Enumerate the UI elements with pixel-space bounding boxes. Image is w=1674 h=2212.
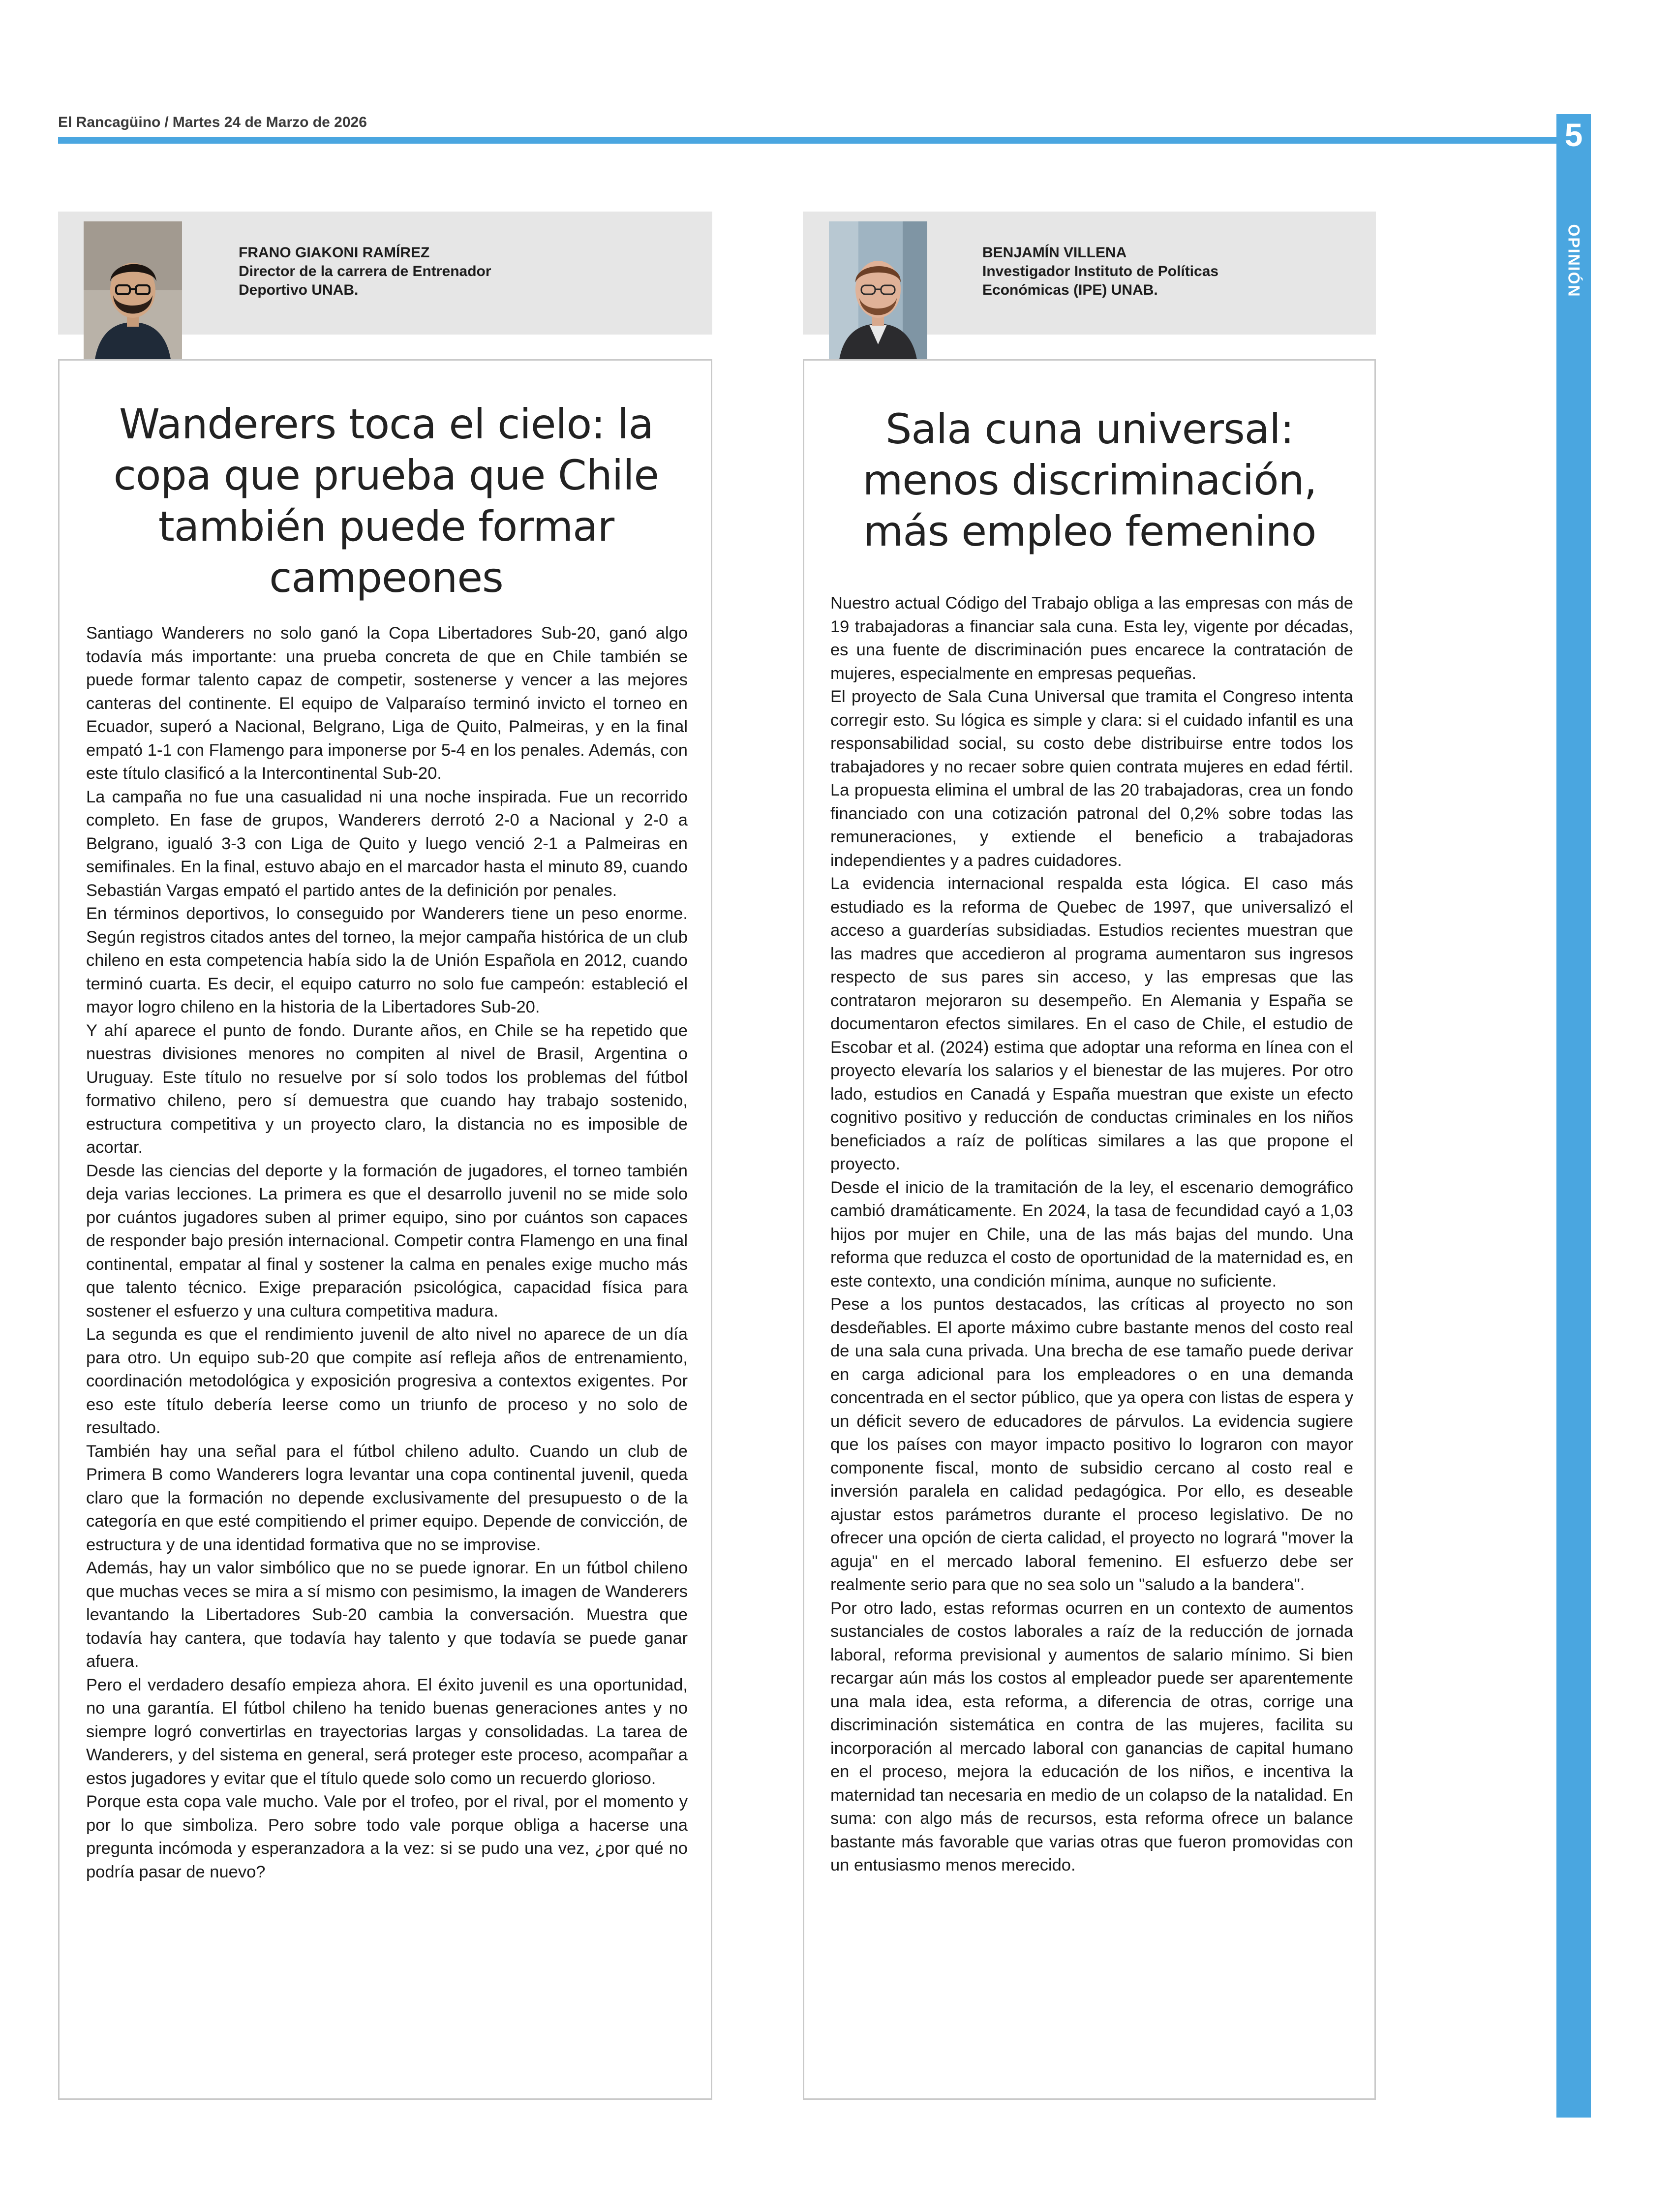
page-number: 5 xyxy=(1564,117,1583,153)
left-paragraph: También hay una señal para el fútbol chileno adulto. Cuando un club de Primera B como Wanderers logra levantar una copa continental juvenil, queda claro que la formación no depende exclusivamente del presupuesto o de la categoría en que esté compitiendo el primer equipo. Depende de convicción, de estructura y de una identidad formativa que no se improvise. xyxy=(86,1442,688,1554)
left-headline: Wanderers toca el cielo: la copa que prueba que Chile también puede formar campeones xyxy=(113,400,659,602)
left-paragraph: Porque esta copa vale mucho. Vale por el trofeo, por el rival, por el momento y por lo que simboliza. Pero sobre todo vale porque obliga a hacerse una pregunta incómoda y esperanzadora a la vez: si se pudo una vez, ¿por qué no podría pasar de nuevo? xyxy=(86,1792,688,1881)
left-author-info xyxy=(239,244,514,300)
left-paragraph: En términos deportivos, lo conseguido por Wanderers tiene un peso enorme. Según registros citados antes del torneo, la mejor campaña histórica de un club chileno en esta competencia había sido la de Unión Española en 2012, cuando terminó cuarta. Es decir, el equipo caturro no solo fue campeón: estableció el mayor logro chileno en la historia de la Libertadores Sub-20. xyxy=(86,904,688,1016)
right-portrait-image xyxy=(829,221,927,378)
masthead-separator: / xyxy=(164,114,169,130)
right-paragraph: Pese a los puntos destacados, las críticas al proyecto no son desdeñables. El aporte máximo cubre bastante menos del costo real de una sala cuna privada. Una brecha de ese tamaño puede derivar en carga adicional para los empleadores o en una demanda concentrada en el sector público, que ya opera con listas de espera y un déficit severo de educadores de párvulos. La evidencia sugiere que los países con mayor impacto positivo lo lograron con mayor componente fiscal, monto de subsidio cercano al costo real e inversión paralela en calidad pedagógica. Por ello, es deseable ajustar estos parámetros durante el proceso legislativo. De no ofrecer una opción de cierta calidad, el proyecto no logrará "mover la aguja" en el mercado laboral femenino. El esfuerzo debe ser realmente serio para que no sea solo un "saludo a la bandera". xyxy=(830,1295,1353,1594)
left-author-name: FRANO GIAKONI RAMÍREZ xyxy=(239,245,430,261)
right-paragraph: Por otro lado, estas reformas ocurren en un contexto de aumentos sustanciales de costos laborales a raíz de la reducción de jornada laboral, reforma previsional y aumentos de salario mínimo. Si bien recargar aún más los costos al empleador puede ser aparentemente una mala idea, esta reforma, a diferencia de otras, corrige una discriminación sistemática en contra de las mujeres, facilita su incorporación al mercado laboral con ganancias de capital humano en el proceso, mejora la educación de los niños, e incentiva la maternidad tan necesaria en medio de un colapso de la natalidad. En suma: con algo más de recursos, esta reforma ofrece un balance bastante más favorable que varias otras que fueron promovidas con un entusiasmo menos merecido. xyxy=(830,1598,1353,1874)
left-paragraph: La segunda es que el rendimiento juvenil de alto nivel no aparece de un día para otro. Un equipo sub-20 que compite así refleja años de entrenamiento, coordinación metodológica y exposición progresiva a contextos exigentes. Por eso este título debería leerse como un triunfo de proceso y no solo de resultado. xyxy=(86,1325,688,1437)
section-label xyxy=(1560,207,1587,315)
right-author-info xyxy=(982,244,1258,300)
left-paragraph: Y ahí aparece el punto de fondo. Durante años, en Chile se ha repetido que nuestras divisiones menores no compiten al nivel de Brasil, Argentina o Uruguay. Este título no resuelve por sí solo todos los problemas del fútbol formativo chileno, pero sí demuestra que cuando hay trabajo sostenido, estructura competitiva y un proyecto claro, la distancia no es imposible de acortar. xyxy=(86,1021,688,1157)
right-headline: Sala cuna universal: menos discriminación, más empleo femenino xyxy=(862,405,1317,555)
left-paragraph: Además, hay un valor simbólico que no se puede ignorar. En un fútbol chileno que muchas veces se mira a sí mismo con pesimismo, la imagen de Wanderers levantando la Libertadores Sub-20 cambia la conversación. Muestra que todavía hay cantera, que todavía hay talento y que todavía se puede ganar afuera. xyxy=(86,1559,688,1671)
right-paragraph: La evidencia internacional respalda esta lógica. El caso más estudiado es la reforma de Quebec de 1997, que universalizó el acceso a guarderías subsidiadas. Estudios recientes muestran que las madres que accedieron al programa aumentaron sus ingresos respecto de sus pares sin acceso, y las empresas que las contrataron mejoraron su desempeño. En Alemania y España se documentaron efectos similares. En el caso de Chile, el estudio de Escobar et al. (2024) estima que adoptar una reforma en línea con el proyecto elevaría los salarios y el bienestar de las mujeres. Por otro lado, estudios en Canadá y España muestran que existe un efecto cognitivo positivo y reducción de conductas criminales en los niños beneficiados a raíz de políticas similares a las que propone el proyecto. xyxy=(830,874,1353,1173)
left-article-body xyxy=(86,622,688,1884)
section-tab xyxy=(1556,114,1591,2118)
section-name: OPINIÓN xyxy=(1565,224,1583,298)
right-paragraph: Nuestro actual Código del Trabajo obliga a las empresas con más de 19 trabajadoras a financiar sala cuna. Esta ley, vigente por décadas, es una fuente de discriminación pues encarece la contratación de mujeres, especialmente en empresas pequeñas. xyxy=(830,594,1353,683)
newspaper-name: El Rancagüino xyxy=(58,114,161,130)
right-author-photo xyxy=(829,221,927,378)
left-paragraph: Pero el verdadero desafío empieza ahora. El éxito juvenil es una oportunidad, no una garantía. El fútbol chileno ha tenido buenas generaciones antes y no siempre logró convertirlas en trayectorias largas y consolidadas. La tarea de Wanderers, y del sistema en general, será proteger este proceso, acompañar a estos jugadores y evitar que el título quede solo como un recuerdo glorioso. xyxy=(86,1675,688,1788)
header-rule xyxy=(58,137,1556,144)
left-author-role: Director de la carrera de Entrenador Deportivo UNAB. xyxy=(239,263,491,298)
right-paragraph: El proyecto de Sala Cuna Universal que tramita el Congreso intenta corregir esto. Su lógica es simple y clara: si el cuidado infantil es una responsabilidad social, su costo debe distribuirse entre todos los trabajadores y no recaer sobre quien contrata mujeres en edad fértil. La propuesta elimina el umbral de las 20 trabajadoras, crea un fondo financiado con una cotización patronal del 0,2% sobre todas las remuneraciones, y extiende el beneficio a trabajadoras independientes y a padres cuidadores. xyxy=(830,687,1353,870)
masthead xyxy=(58,114,367,131)
right-author-name: BENJAMÍN VILLENA xyxy=(982,245,1127,261)
right-article-body xyxy=(830,592,1353,1877)
left-author-photo xyxy=(84,221,182,378)
right-paragraph: Desde el inicio de la tramitación de la ley, el escenario demográfico cambió dramáticamente. En 2024, la tasa de fecundidad cayó a 1,03 hijos por mujer en Chile, una de las más bajas del mundo. Una reforma que reduzca el costo de oportunidad de la maternidad es, en este contexto, una condición mínima, aunque no suficiente. xyxy=(830,1178,1353,1290)
left-paragraph: La campaña no fue una casualidad ni una noche inspirada. Fue un recorrido completo. En fase de grupos, Wanderers derrotó 2-0 a Nacional y 2-0 a Belgrano, igualó 3-3 con Liga de Quito y luego venció 2-1 a Palmeiras en semifinales. En la final, estuvo abajo en el marcador hasta el minuto 89, cuando Sebastián Vargas empató el partido antes de la definición por penales. xyxy=(86,787,688,900)
left-paragraph: Desde las ciencias del deporte y la formación de jugadores, el torneo también deja varias lecciones. La primera es que el desarrollo juvenil no se mide solo por cuántos jugadores suben al primer equipo, sino por cuántos son capaces de responder bajo presión internacional. Competir contra Flamengo en una final continental, empatar al final y sostener la calma en penales exige mucho más que talento técnico. Exige preparación psicológica, capacidad física para sostener el esfuerzo y una cultura competitiva madura. xyxy=(86,1161,688,1321)
left-portrait-image xyxy=(84,221,182,378)
right-author-role: Investigador Instituto de Políticas Económicas (IPE) UNAB. xyxy=(982,263,1219,298)
left-paragraph: Santiago Wanderers no solo ganó la Copa Libertadores Sub-20, ganó algo todavía más importante: una prueba concreta de que en Chile también se puede formar talento capaz de competir, sostenerse y vencer a las mejores canteras del continente. El equipo de Valparaíso terminó invicto el torneo en Ecuador, superó a Nacional, Belgrano, Liga de Quito, Palmeiras, y en la final empató 1-1 con Flamengo para imponerse por 5-4 en los penales. Además, con este título clasificó a la Intercontinental Sub-20. xyxy=(86,624,688,783)
issue-date: Martes 24 de Marzo de 2026 xyxy=(172,114,367,130)
